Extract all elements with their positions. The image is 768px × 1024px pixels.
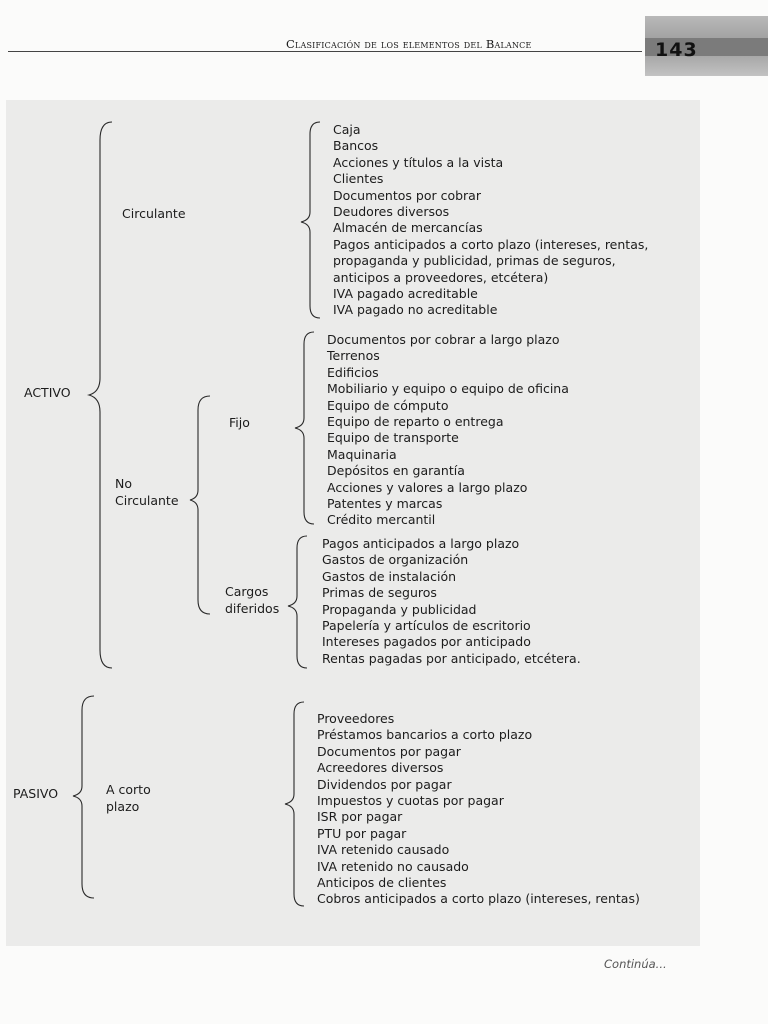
- list-item: Impuestos y cuotas por pagar: [317, 793, 504, 809]
- list-item: PTU por pagar: [317, 825, 407, 841]
- list-item: Documentos por cobrar: [333, 187, 481, 203]
- list-item: Cobros anticipados a corto plazo (intereses, rentas): [317, 891, 640, 907]
- list-item: Terrenos: [327, 348, 380, 364]
- fijo-brace: [292, 330, 316, 526]
- list-item: Gastos de instalación: [322, 568, 457, 584]
- list-item: Acreedores diversos: [317, 760, 444, 776]
- corto-plazo-label-line2: plazo: [106, 799, 140, 814]
- list-item: Acciones y títulos a la vista: [333, 154, 504, 170]
- list-item: Documentos por cobrar a largo plazo: [327, 332, 560, 347]
- activo-label: ACTIVO: [24, 385, 71, 400]
- fijo-label: Fijo: [229, 415, 250, 430]
- list-item: ISR por pagar: [317, 809, 403, 825]
- list-item: Préstamos bancarios a corto plazo: [317, 727, 533, 743]
- cargos-diferidos-list: [322, 536, 581, 667]
- list-item: Clientes: [333, 171, 384, 187]
- list-item: Acciones y valores a largo plazo: [327, 479, 528, 495]
- page-number: 143: [655, 39, 698, 61]
- circulante-brace: [298, 120, 322, 320]
- cargos-diferidos-label-line1: Cargos: [225, 584, 269, 599]
- list-item: IVA retenido causado: [317, 842, 450, 858]
- list-item: Primas de seguros: [322, 585, 437, 601]
- cargos-diferidos-label-line2: diferidos: [225, 601, 280, 616]
- circulante-label: Circulante: [122, 206, 186, 221]
- list-item: Maquinaria: [327, 446, 397, 462]
- list-item: Equipo de cómputo: [327, 397, 449, 413]
- continua-note: Continúa...: [604, 957, 667, 971]
- list-item: Equipo de transporte: [327, 430, 459, 446]
- list-item: Bancos: [333, 138, 379, 154]
- list-item: Dividendos por pagar: [317, 776, 452, 792]
- list-item: IVA pagado no acreditable: [333, 302, 498, 318]
- fijo-list: [327, 332, 569, 529]
- list-item: Papelería y artículos de escritorio: [322, 618, 531, 634]
- corto-plazo-brace: [282, 700, 306, 908]
- no-circulante-label-line1: No: [115, 476, 132, 491]
- list-item: Gastos de organización: [322, 552, 469, 568]
- header-rule: [8, 51, 642, 52]
- list-item: Caja: [333, 122, 361, 137]
- pasivo-brace: [70, 694, 96, 900]
- list-item: Almacén de mercancías: [333, 220, 483, 236]
- pasivo-label: PASIVO: [13, 786, 59, 801]
- list-item: Documentos por pagar: [317, 743, 461, 759]
- no-circulante-label-line2: Circulante: [115, 493, 179, 508]
- list-item: Rentas pagadas por anticipado, etcétera.: [322, 650, 581, 666]
- list-item: Edificios: [327, 364, 379, 380]
- list-item: IVA pagado acreditable: [333, 286, 478, 302]
- list-item: Mobiliario y equipo o equipo de oficina: [327, 381, 569, 397]
- list-item: Propaganda y publicidad: [322, 601, 477, 617]
- list-item: Proveedores: [317, 711, 395, 726]
- no-circulante-brace: [188, 394, 212, 616]
- corto-plazo-label-line1: A corto: [106, 782, 151, 797]
- list-item: Depósitos en garantía: [327, 463, 465, 479]
- cargos-diferidos-brace: [285, 534, 309, 670]
- list-item: Pagos anticipados a largo plazo: [322, 536, 520, 551]
- list-item: IVA retenido no causado: [317, 858, 469, 874]
- list-item: propaganda y publicidad, primas de seguros,: [333, 253, 616, 269]
- list-item: anticipos a proveedores, etcétera): [333, 269, 549, 285]
- list-item: Pagos anticipados a corto plazo (intereses, rentas,: [333, 236, 649, 252]
- running-title: Clasificación de los elementos del Balance: [286, 37, 532, 51]
- list-item: Equipo de reparto o entrega: [327, 414, 504, 430]
- list-item: Intereses pagados por anticipado: [322, 634, 531, 650]
- activo-brace: [84, 120, 114, 670]
- list-item: Deudores diversos: [333, 204, 450, 220]
- list-item: Crédito mercantil: [327, 512, 436, 528]
- list-item: Patentes y marcas: [327, 496, 443, 512]
- list-item: Anticipos de clientes: [317, 875, 447, 891]
- corto-plazo-list: [317, 711, 640, 908]
- circulante-list: [333, 122, 648, 319]
